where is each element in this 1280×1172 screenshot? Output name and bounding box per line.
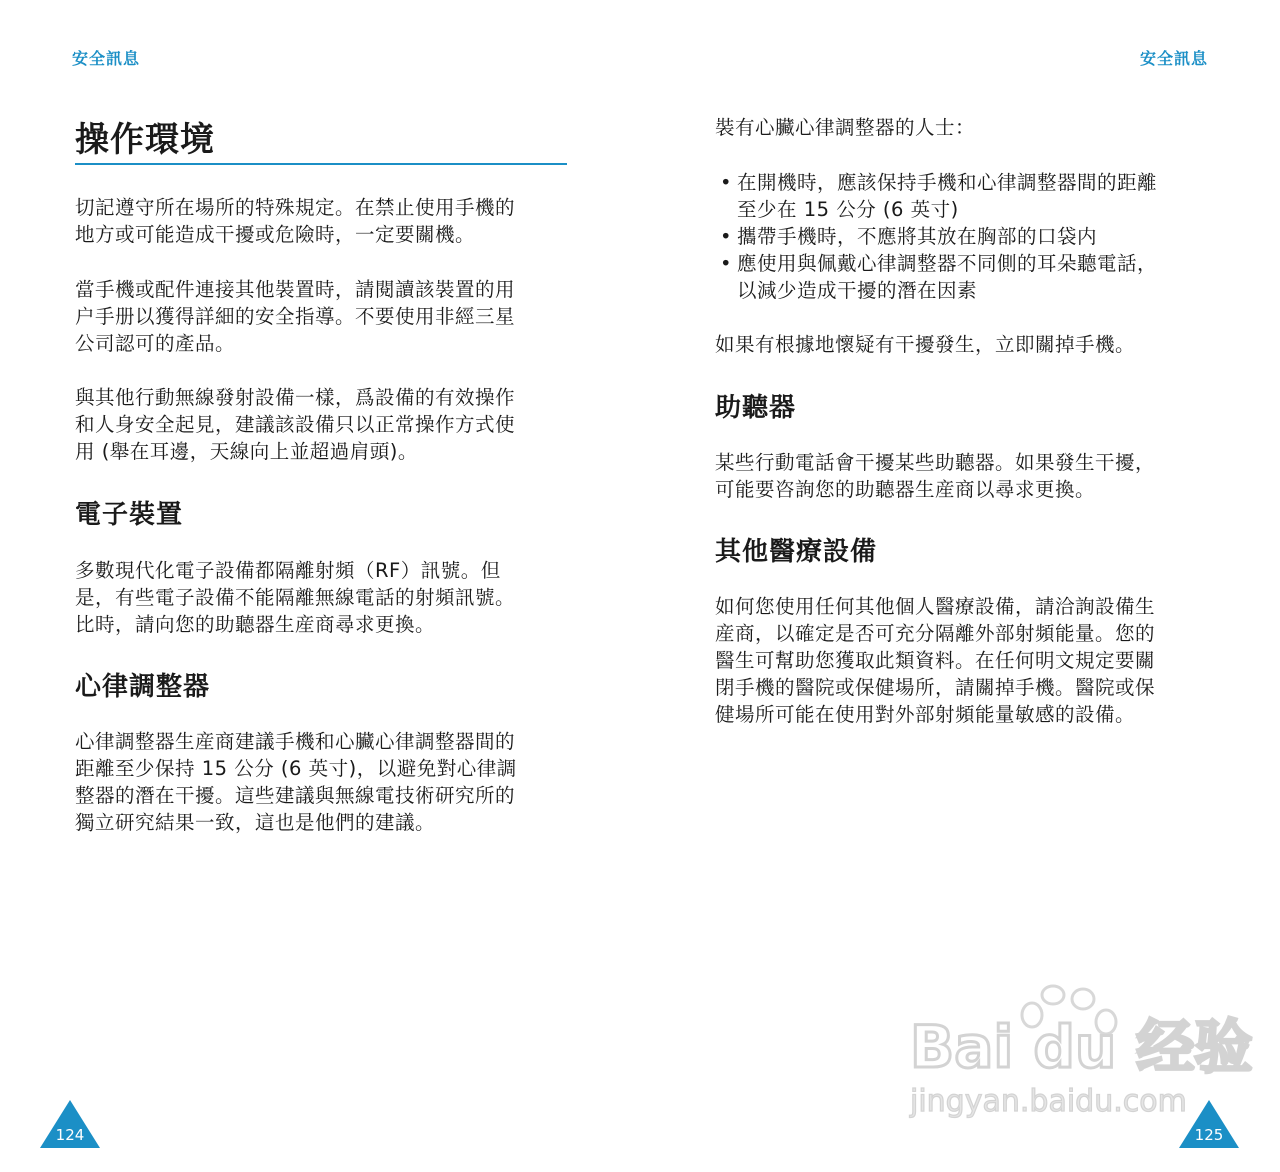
heading-hearing-aids: 助聽器 [715, 393, 797, 423]
page-title: 操作環境 [75, 112, 567, 165]
paragraph-interference: 如果有根據地懷疑有干擾發生，立即關掉手機。 [715, 333, 1136, 356]
list-item [715, 250, 1157, 304]
text-line: 比時，請向您的助聽器生産商尋求更換。 [75, 613, 436, 636]
text-line: 多數現代化電子設備都隔離射頻（RF）訊號。但 [75, 559, 501, 582]
paragraph-normal-operation [75, 384, 515, 465]
text-line: 地方或可能造成干擾或危險時，一定要關機。 [75, 223, 476, 246]
paragraph-pacemaker-intro: 裝有心臟心律調整器的人士： [715, 116, 976, 139]
heading-electronic-devices: 電子裝置 [75, 500, 184, 530]
paragraph-electronic-devices [75, 557, 515, 638]
text-line: 整器的潛在干擾。這些建議與無線電技術研究所的 [75, 784, 516, 807]
text-line: 當手機或配件連接其他裝置時，請閱讀該裝置的用 [75, 278, 516, 301]
text-line: 心律調整器生産商建議手機和心臟心律調整器間的 [75, 730, 516, 753]
text-line: 至少在 15 公分 (6 英寸) [737, 198, 959, 221]
text-line: 用 (舉在耳邊，天線向上並超過肩頭)。 [75, 440, 418, 463]
paragraph-hearing-aids [715, 449, 1155, 503]
pacemaker-bullet-list [715, 169, 1157, 304]
page-number-marker [40, 1100, 100, 1148]
text-line: 與其他行動無線發射設備一樣，爲設備的有效操作 [75, 386, 516, 409]
text-line: 獨立研究結果一致，這也是他們的建議。 [75, 811, 436, 834]
list-item [715, 223, 1157, 250]
list-item [715, 169, 1157, 223]
text-line: 應使用與佩戴心律調整器不同側的耳朵聽電話， [737, 252, 1158, 275]
running-head: 安全訊息 [1139, 49, 1208, 68]
text-line: 可能要咨詢您的助聽器生産商以尋求更換。 [715, 478, 1096, 501]
watermark-logo-text: Bai du 经验 [910, 1013, 1253, 1081]
watermark-url: jingyan.baidu.com [910, 1084, 1187, 1119]
running-head: 安全訊息 [72, 49, 141, 68]
paragraph-special-rules [75, 194, 515, 248]
text-line: 和人身安全起見，建議該設備只以正常操作方式使 [75, 413, 516, 436]
baidu-watermark [905, 985, 1253, 1125]
paragraph-other-medical [715, 593, 1155, 728]
text-line: 攜帶手機時，不應將其放在胸部的口袋内 [737, 225, 1098, 248]
baidu-paw-logo-icon [905, 985, 1253, 1125]
text-line: 醫生可幫助您獲取此類資料。在任何明文規定要關 [715, 649, 1156, 672]
text-line: 如何您使用任何其他個人醫療設備，請洽詢設備生 [715, 595, 1156, 618]
text-line: 産商，以確定是否可充分隔離外部射頻能量。您的 [715, 622, 1156, 645]
text-line: 以減少造成干擾的潛在因素 [737, 279, 978, 302]
text-line: 切記遵守所在場所的特殊規定。在禁止使用手機的 [75, 196, 516, 219]
page-number: 124 [55, 1126, 85, 1144]
text-line: 距離至少保持 15 公分 (6 英寸)，以避免對心律調 [75, 757, 517, 780]
page-number: 125 [1194, 1126, 1224, 1144]
text-line: 健場所可能在使用對外部射頻能量敏感的設備。 [715, 703, 1136, 726]
text-line: 在開機時，應該保持手機和心律調整器間的距離 [737, 171, 1158, 194]
paragraph-accessories [75, 276, 515, 357]
heading-other-medical: 其他醫療設備 [715, 537, 878, 567]
text-line: 閉手機的醫院或保健場所，請關掉手機。醫院或保 [715, 676, 1156, 699]
paragraph-pacemaker [75, 728, 517, 836]
text-line: 是，有些電子設備不能隔離無線電話的射頻訊號。 [75, 586, 516, 609]
heading-pacemaker: 心律調整器 [75, 672, 211, 702]
text-line: 公司認可的產品。 [75, 332, 236, 355]
text-line: 户手册以獲得詳細的安全指導。不要使用非經三星 [75, 305, 516, 328]
text-line: 某些行動電話會干擾某些助聽器。如果發生干擾， [715, 451, 1156, 474]
